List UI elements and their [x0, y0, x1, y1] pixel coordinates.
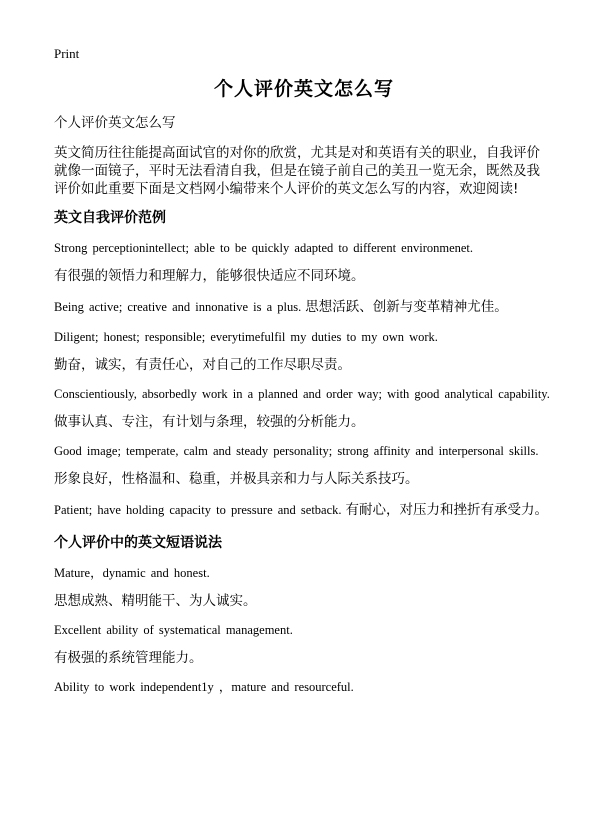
mixed-sentence — [54, 501, 554, 519]
english-sentence: Excellent ability of systematical management. — [54, 623, 293, 637]
chinese-translation: 形象良好，性格温和、稳重，并极具亲和力与人际关系技巧。 — [54, 471, 419, 487]
page-title: 个人评价英文怎么写 — [213, 78, 394, 100]
chinese-translation: 勤奋，诚实，有责任心，对自己的工作尽职尽责。 — [54, 357, 351, 373]
english-sentence: Patient; have holding capacity to pressure and setback. — [54, 503, 342, 517]
english-sentence: Strong perceptionintellect; able to be quickly adapted to different environmenet. — [54, 241, 474, 255]
chinese-translation: 有耐心，对压力和挫折有承受力。 — [345, 502, 549, 518]
english-sentence: Being active; creative and innonative is a plus. — [54, 300, 302, 314]
mixed-sentence — [54, 298, 554, 316]
english-sentence: Mature，dynamic and honest. — [54, 566, 210, 580]
section-heading-examples: 英文自我评价范例 — [54, 210, 166, 226]
chinese-translation: 思想活跃、创新与变革精神尤佳。 — [305, 299, 508, 315]
chinese-translation: 有很强的领悟力和理解力，能够很快适应不同环境。 — [54, 268, 365, 284]
section-heading-phrases: 个人评价中的英文短语说法 — [54, 535, 222, 551]
document-page — [54, 46, 554, 706]
print-label[interactable]: Print — [54, 46, 80, 61]
intro-paragraph: 英文简历往往能提高面试官的对你的欣赏，尤其是对和英语有关的职业，自我评价就像一面镜子，平时无法看清自我，但是在镜子前自己的美丑一览无余，既然及我评价如此重要下面是文档网小编带来个人评价的英文怎么写的内容，欢迎阅读! — [54, 145, 540, 197]
english-sentence: Diligent; honest; responsible; everytimefulfil my duties to my own work. — [54, 330, 438, 344]
english-sentence: Ability to work independent1y ，mature and resourceful. — [54, 680, 354, 694]
chinese-translation: 做事认真、专注，有计划与条理，较强的分析能力。 — [54, 414, 365, 430]
chinese-translation: 思想成熟、精明能干、为人诚实。 — [54, 593, 257, 609]
english-sentence: Good image; temperate, calm and steady personality; strong affinity and interpersonal skills. — [54, 444, 539, 458]
doc-subtitle: 个人评价英文怎么写 — [54, 115, 176, 131]
english-sentence: Conscientiously, absorbedly work in a planned and order way; with good analytical capability. — [54, 387, 550, 401]
chinese-translation: 有极强的系统管理能力。 — [54, 650, 203, 666]
